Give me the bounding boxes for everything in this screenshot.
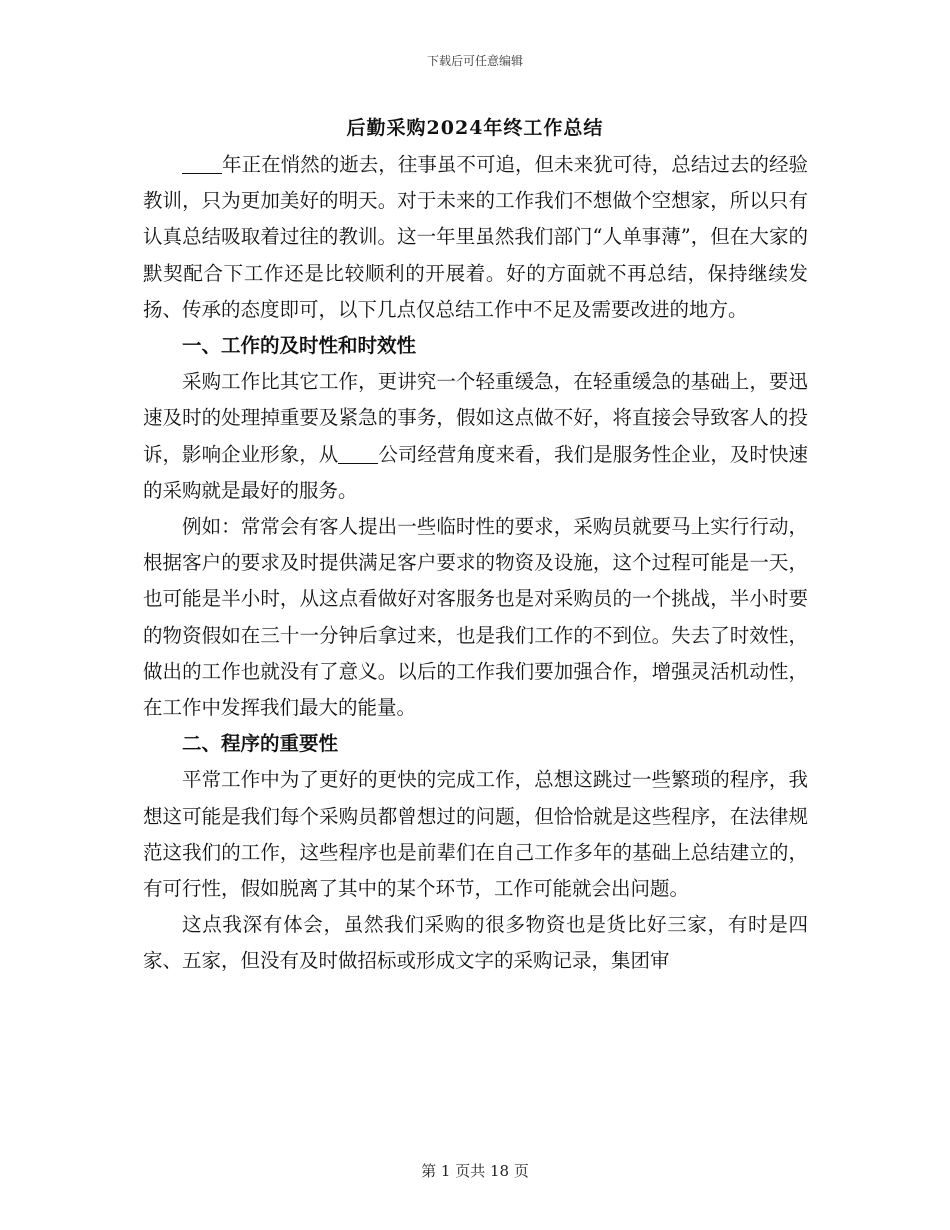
section-heading-2: 二、程序的重要性	[182, 732, 339, 756]
fill-blank	[182, 155, 222, 174]
paragraph-timeliness-text-b: 公司经营角度来看，我们是服务性企业，及时快速的采购就是最好的服务。	[143, 442, 808, 502]
header-note: 下载后可任意编辑	[426, 54, 523, 68]
document-title: 后勤采购2024年终工作总结	[346, 117, 604, 139]
paragraph-procedure: 平常工作中为了更好的更快的完成工作，总想这跳过一些繁琐的程序，我想这可能是我们每个采购员都曾想过的问题，但恰恰就是这些程序，在法律规范这我们的工作，这些程序也是前辈们在自己工作多年的基础上总结建立的，有可行性，假如脱离了其中的某个环节，工作可能就会出问题。	[143, 768, 808, 901]
paragraph-experience: 这点我深有体会，虽然我们采购的很多物资也是货比好三家，有时是四家、五家，但没有及时做招标或形成文字的采购记录，集团审	[143, 913, 808, 973]
paragraph-timeliness-text-a: 采购工作比其它工作，更讲究一个轻重缓急，在轻重缓急的基础上，要迅速及时的处理掉重要及紧急的事务，假如这点做不好，将直接会导致客人的投诉，影响企业形象，从	[143, 370, 808, 466]
paragraph-timeliness	[143, 364, 808, 509]
paragraph-example: 例如：常常会有客人提出一些临时性的要求，采购员就要马上实行行动，根据客户的要求及时提供满足客户要求的物资及设施，这个过程可能是一天，也可能是半小时，从这点看做好对客服务也是对采购员的一个挑战，半小时要的物资假如在三十一分钟后拿过来，也是我们工作的不到位。失去了时效性，做出的工作也就没有了意义。以后的工作我们要加强合作，增强灵活机动性，在工作中发挥我们最大的能量。	[143, 515, 808, 720]
paragraph-intro-text: 年正在悄然的逝去，往事虽不可追，但未来犹可待，总结过去的经验教训，只为更加美好的明天。对于未来的工作我们不想做个空想家，所以只有认真总结吸取着过往的教训。这一年里虽然我们部门“人单事薄”，但在大家的默契配合下工作还是比较顺利的开展着。好的方面就不再总结，保持继续发扬、传承的态度即可，以下几点仅总结工作中不足及需要改进的地方。	[143, 153, 808, 321]
paragraph-intro	[143, 147, 808, 328]
document-body	[143, 147, 808, 980]
page-footer: 第 1 页共 18 页	[421, 1162, 529, 1180]
section-heading-1: 一、工作的及时性和时效性	[182, 334, 417, 358]
fill-blank	[338, 445, 378, 464]
